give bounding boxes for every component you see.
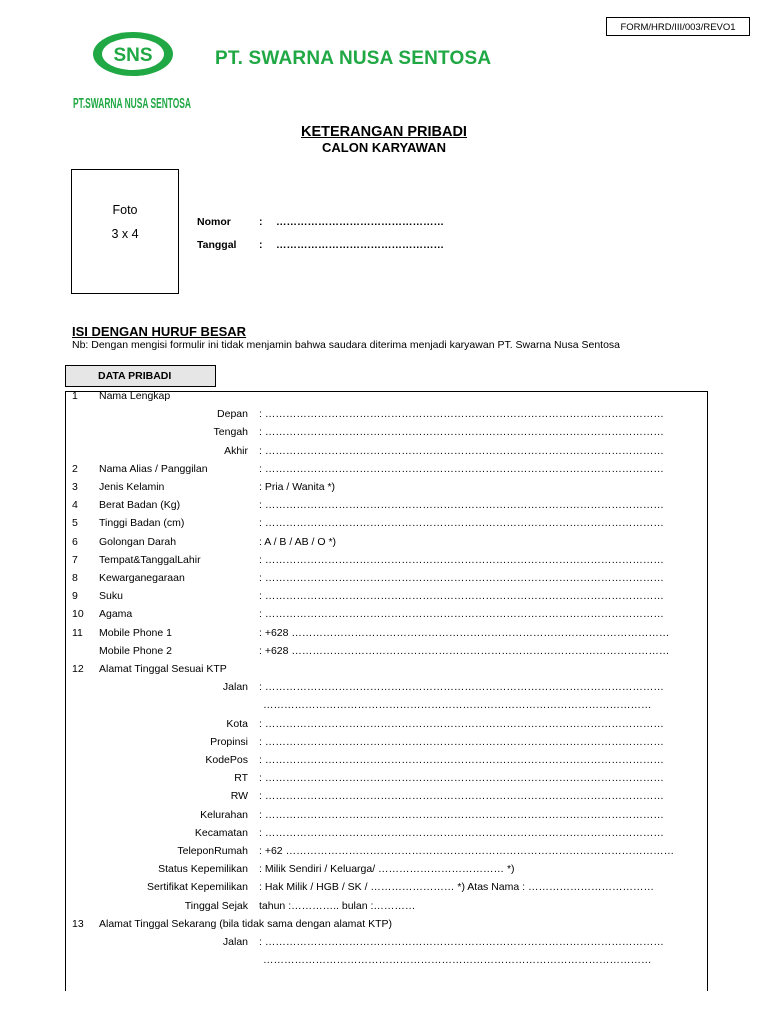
row-field[interactable]: tahun :………….. bulan :………… [259,899,416,912]
meta-nomor-colon: : [259,216,263,228]
row-sublabel: Propinsi [210,735,248,748]
row-field[interactable]: : …………………………………………………………………………………………………… [259,408,664,421]
row-field[interactable]: : A / B / AB / O *) [259,535,337,548]
row-sublabel: Kecamatan [194,826,248,839]
form-row [0,460,768,478]
meta-tanggal-colon: : [259,239,263,251]
row-field[interactable]: : …………………………………………………………………………………………………… [259,590,664,603]
row-field[interactable]: : +628 ……………………………………………………………………………………………… [259,644,670,657]
row-field[interactable]: : …………………………………………………………………………………………………… [259,681,664,694]
row-sublabel: TeleponRumah [177,845,248,857]
row-sublabel: Kelurahan [200,808,248,821]
row-sublabel: Jalan [222,936,248,948]
row-label: Nama Alias / Panggilan [99,462,208,475]
row-label: Alamat Tinggal Sesuai KTP [99,663,227,675]
row-field[interactable]: : …………………………………………………………………………………………………… [259,808,664,821]
form-row [0,678,768,696]
meta-nomor-label: Nomor [197,216,231,228]
photo-label: Foto [112,203,138,217]
company-name: PT. SWARNA NUSA SENTOSA [215,48,492,69]
form-row [0,533,768,551]
form-row [0,915,768,933]
row-field[interactable]: : …………………………………………………………………………………………………… [259,936,664,948]
section-heading: ISI DENGAN HURUF BESAR [72,324,247,339]
logo-caption: PT.SWARNA NUSA SENTOSA [73,95,192,112]
form-row [0,806,768,824]
row-label: Tinggi Badan (cm) [99,517,185,530]
row-number: 6 [72,535,78,548]
row-label: Alamat Tinggal Sekarang (bila tidak sama dengan alamat KTP) [99,917,392,930]
row-sublabel: Akhir [224,444,248,457]
row-number: 7 [72,553,78,566]
row-sublabel: Tengah [213,426,248,439]
form-row [0,933,768,951]
row-label: Suku [99,590,123,603]
row-label: Tempat&TanggalLahir [99,553,201,566]
row-sublabel: Status Kepemilikan [158,863,248,876]
row-sublabel: RW [230,790,248,803]
row-field[interactable]: : …………………………………………………………………………………………………… [259,754,664,766]
form-row [0,605,768,623]
row-field-continuation[interactable]: ………………………………………………………………………………………………… [263,699,652,712]
row-field[interactable]: : …………………………………………………………………………………………………… [259,444,664,457]
form-row [0,860,768,878]
row-field[interactable]: : …………………………………………………………………………………………………… [259,517,664,530]
row-number: 3 [72,481,78,493]
row-sublabel: Depan [217,408,248,421]
row-number: 13 [72,917,84,930]
row-label: Agama [99,608,133,621]
form-row [0,478,768,496]
row-field[interactable]: : Pria / Wanita *) [259,481,336,493]
row-sublabel: Kota [226,717,248,730]
row-sublabel: Sertifikat Kepemilikan [147,881,248,894]
row-field[interactable]: : …………………………………………………………………………………………………… [259,572,664,584]
form-row [0,787,768,805]
company-logo [72,30,197,114]
form-row [0,423,768,441]
row-number: 10 [72,608,84,621]
row-field-continuation[interactable]: ………………………………………………………………………………………………… [263,954,652,967]
row-label: Mobile Phone 1 [99,626,172,639]
form-row [0,405,768,423]
row-number: 2 [72,462,78,475]
form-row [0,878,768,896]
disclaimer-note: Nb: Dengan mengisi formulir ini tidak menjamin bahwa saudara diterima menjadi karyawan PT. Swarna Nusa Sentosa [72,339,621,351]
row-sublabel: KodePos [205,754,248,766]
row-field[interactable]: : …………………………………………………………………………………………………… [259,735,664,748]
logo-emblem-text: SNS [113,45,153,66]
meta-nomor-field[interactable]: ………………………………………… [276,216,444,228]
form-code: FORM/HRD/III/003/REVO1 [606,17,750,36]
row-label: Kewarganegaraan [99,572,185,584]
row-number: 8 [72,572,78,584]
form-row [0,642,768,660]
row-field[interactable]: : …………………………………………………………………………………………………… [259,499,664,512]
form-row [0,696,768,714]
form-row [0,897,768,915]
row-sublabel: Tinggal Sejak [184,899,248,912]
photo-box[interactable] [71,169,179,294]
row-number: 9 [72,590,78,603]
row-sublabel: RT [234,772,248,785]
row-label: Berat Badan (Kg) [99,499,181,512]
row-number: 5 [72,517,78,530]
form-row [0,660,768,678]
row-label: Jenis Kelamin [99,481,165,493]
meta-tanggal-label: Tanggal [197,239,237,251]
row-number: 1 [72,390,78,402]
form-row [0,587,768,605]
row-field[interactable]: : …………………………………………………………………………………………………… [259,772,664,785]
form-row [0,569,768,587]
form-row [0,551,768,569]
form-row [0,624,768,642]
row-field[interactable]: : …………………………………………………………………………………………………… [259,426,664,439]
row-field[interactable]: : Milik Sendiri / Keluarga/ ……………………………… *) [259,863,515,876]
form-row [0,769,768,787]
form-row [0,751,768,769]
data-pribadi-tab: DATA PRIBADI [65,365,216,387]
photo-size: 3 x 4 [111,227,139,241]
form-subtitle: CALON KARYAWAN [322,140,446,155]
row-field[interactable]: : …………………………………………………………………………………………………… [259,553,664,566]
form-row [0,387,768,405]
row-label: Mobile Phone 2 [99,644,172,657]
row-label: Golongan Darah [99,535,177,548]
row-field[interactable]: : Hak Milik / HGB / SK / …………………… *) Atas Nama : ……………………………… [259,881,654,894]
form-row [0,442,768,460]
form-title: KETERANGAN PRIBADI [301,124,467,140]
row-field[interactable]: : …………………………………………………………………………………………………… [259,608,664,621]
row-field[interactable]: : …………………………………………………………………………………………………… [259,826,664,839]
form-row [0,824,768,842]
meta-tanggal-field[interactable]: ………………………………………… [276,239,444,251]
row-sublabel: Jalan [222,681,248,694]
row-number: 12 [72,663,84,675]
row-field[interactable]: : …………………………………………………………………………………………………… [259,462,664,475]
form-row [0,842,768,860]
row-number: 4 [72,499,78,512]
row-field[interactable]: : …………………………………………………………………………………………………… [259,717,664,730]
form-row [0,715,768,733]
row-field[interactable]: : +628 ……………………………………………………………………………………………… [259,626,670,639]
row-number: 11 [72,626,83,639]
row-label: Nama Lengkap [99,390,171,402]
row-field[interactable]: : +62 ………………………………………………………………………………………………… [259,845,675,857]
form-row [0,514,768,532]
form-row [0,951,768,969]
row-field[interactable]: : …………………………………………………………………………………………………… [259,790,664,803]
form-row [0,733,768,751]
form-row [0,496,768,514]
